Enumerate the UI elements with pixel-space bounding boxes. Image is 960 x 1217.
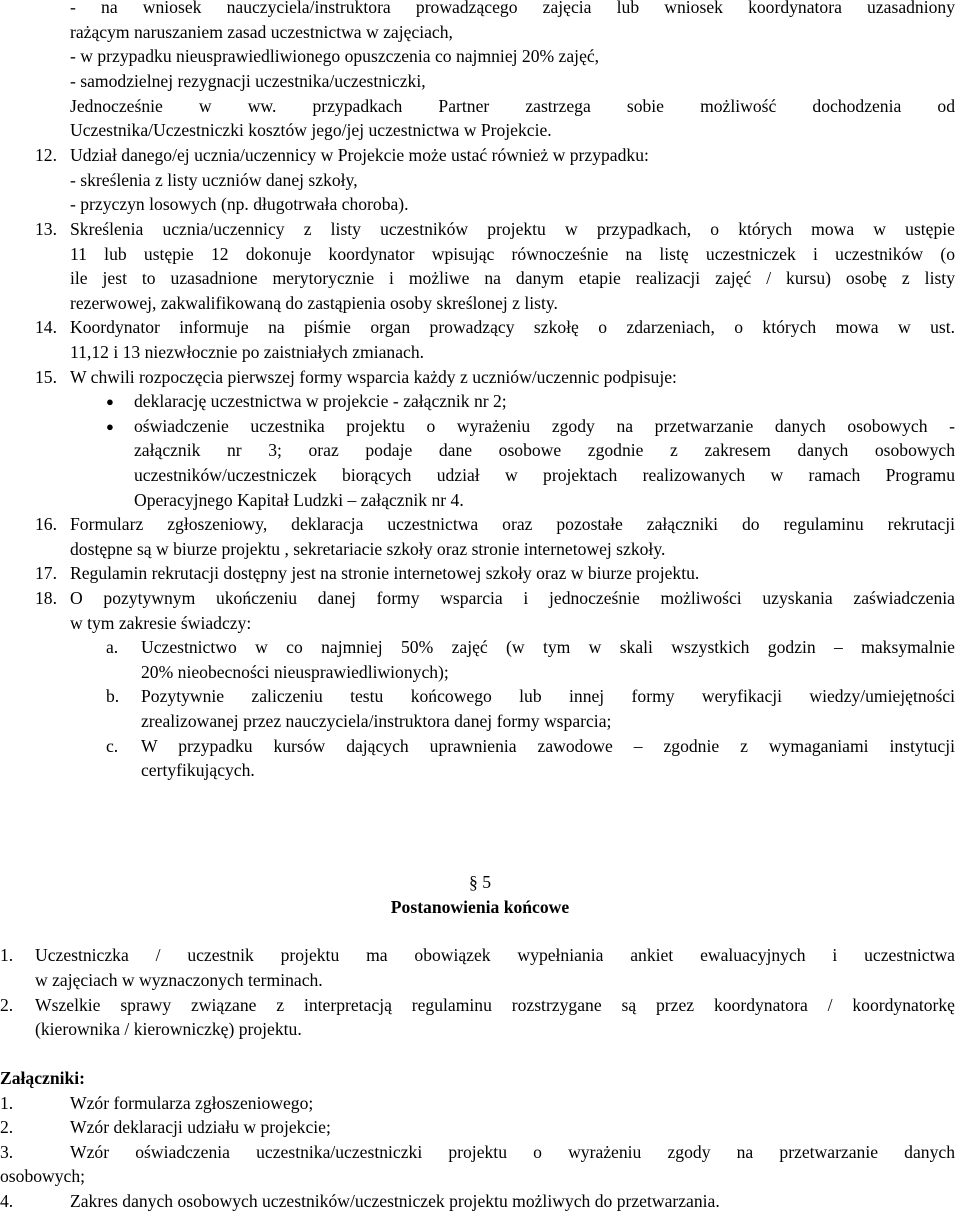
attachment-item: Zakres danych osobowych uczestników/uczestniczek projektu możliwych do przetwarzania.: [70, 1191, 720, 1211]
section-title: Postanowienia końcowe: [390, 897, 570, 917]
final-item-number: 2.: [0, 995, 14, 1015]
text-line: w tym zakresie świadczy:: [70, 613, 252, 633]
bullet-text: Operacyjnego Kapitał Ludzki – załącznik nr 4.: [134, 490, 464, 510]
sub-item-label-c: c.: [106, 736, 119, 756]
text-line: Formularz zgłoszeniowy, deklaracja uczestnictwa oraz pozostałe załączniki do regulaminu rekrutacji: [70, 514, 955, 534]
text-line: - samodzielnej rezygnacji uczestnika/uczestniczki,: [70, 71, 426, 91]
attachment-item: Wzór formularza zgłoszeniowego;: [70, 1093, 314, 1113]
item-number-18: 18.: [35, 588, 57, 608]
bullet-icon: ●: [106, 394, 114, 409]
text-line: 11 lub ustępie 12 dokonuje koordynator wpisując równocześnie na listę uczestniczek i uczestników (o: [70, 244, 955, 264]
text-line: Koordynator informuje na piśmie organ prowadzący szkołę o zdarzeniach, o których mowa w ust.: [70, 317, 955, 337]
attachment-item: osobowych;: [0, 1166, 86, 1186]
item-number-15: 15.: [35, 367, 57, 387]
text-line: Uczestniczka / uczestnik projektu ma obowiązek wypełniania ankiet ewaluacyjnych i uczestnictwa: [35, 945, 955, 965]
item-number-12: 12.: [35, 145, 57, 165]
text-line: Udział danego/ej ucznia/uczennicy w Projekcie może ustać również w przypadku:: [70, 145, 649, 165]
text-line: dostępne są w biurze projektu , sekretariacie szkoły oraz stronie internetowej szkoły.: [70, 539, 666, 559]
text-line: Skreślenia ucznia/uczennicy z listy uczestników projektu w przypadkach, o których mowa w ustępie: [70, 219, 955, 239]
text-line: - skreślenia z listy uczniów danej szkoły,: [70, 170, 358, 190]
item-number-16: 16.: [35, 514, 57, 534]
sub-item-text: 20% nieobecności nieusprawiedliwionych);: [141, 662, 449, 682]
text-line: - przyczyn losowych (np. długotrwała choroba).: [70, 194, 409, 214]
bullet-text: oświadczenie uczestnika projektu o wyrażeniu zgody na przetwarzanie danych osobowych -: [134, 416, 955, 436]
sub-item-text: zrealizowanej przez nauczyciela/instruktora danej formy wsparcia;: [141, 711, 612, 731]
text-line: 11,12 i 13 niezwłocznie po zaistniałych zmianach.: [70, 342, 425, 362]
text-line: Regulamin rekrutacji dostępny jest na stronie internetowej szkoły oraz w biurze projektu.: [70, 563, 700, 583]
text-line: - na wniosek nauczyciela/instruktora prowadzącego zajęcia lub wniosek koordynatora uzasadniony: [70, 0, 955, 17]
text-line: Wszelkie sprawy związane z interpretacją regulaminu rozstrzygane są przez koordynatora / koordynatorkę: [35, 995, 955, 1015]
item-number-13: 13.: [35, 219, 57, 239]
attachments-title: Załączniki:: [0, 1068, 86, 1088]
sub-item-label-b: b.: [106, 686, 120, 706]
sub-item-text: Uczestnictwo w co najmniej 50% zajęć (w tym w skali wszystkich godzin – maksymalnie: [141, 637, 955, 657]
bullet-text: deklarację uczestnictwa w projekcie - załącznik nr 2;: [134, 391, 507, 411]
text-line: rezerwowej, zakwalifikowaną do zastąpienia osoby skreślonej z listy.: [70, 293, 558, 313]
sub-item-label-a: a.: [106, 637, 119, 657]
attachment-number: 1.: [0, 1093, 14, 1113]
attachment-item: Wzór oświadczenia uczestnika/uczestniczki projektu o wyrażeniu zgody na przetwarzanie danych: [70, 1142, 955, 1162]
section-number: § 5: [469, 872, 491, 892]
sub-item-text: Pozytywnie zaliczeniu testu końcowego lub innej formy weryfikacji wiedzy/umiejętności: [141, 686, 955, 706]
text-line: - w przypadku nieusprawiedliwionego opuszczenia co najmniej 20% zajęć,: [70, 46, 600, 66]
attachment-number: 2.: [0, 1117, 14, 1137]
text-line: W chwili rozpoczęcia pierwszej formy wsparcia każdy z uczniów/uczennic podpisuje:: [70, 367, 677, 387]
text-line: (kierownika / kierowniczkę) projektu.: [35, 1019, 302, 1039]
bullet-text: uczestników/uczestniczek biorących udział w projektach realizowanych w ramach Programu: [134, 465, 955, 485]
sub-item-text: W przypadku kursów dających uprawnienia zawodowe – zgodnie z wymaganiami instytucji: [141, 736, 955, 756]
bullet-text: załącznik nr 3; oraz podaje dane osobowe zgodnie z zakresem danych osobowych: [134, 440, 955, 460]
bullet-icon: ●: [106, 419, 114, 434]
text-line: ile jest to uzasadnione merytorycznie i możliwe na danym etapie realizacji zajęć / kursu) osobę z listy: [70, 268, 955, 288]
attachment-number: 3.: [0, 1142, 14, 1162]
text-line: rażącym naruszaniem zasad uczestnictwa w zajęciach,: [70, 22, 453, 42]
text-line: w zajęciach w wyznaczonych terminach.: [35, 970, 323, 990]
attachment-item: Wzór deklaracji udziału w projekcie;: [70, 1117, 331, 1137]
text-line: O pozytywnym ukończeniu danej formy wsparcia i jednocześnie możliwości uzyskania zaświadczenia: [70, 588, 955, 608]
attachment-number: 4.: [0, 1191, 14, 1211]
text-line: Uczestnika/Uczestniczki kosztów jego/jej uczestnictwa w Projekcie.: [70, 120, 552, 140]
item-number-17: 17.: [35, 563, 57, 583]
item-number-14: 14.: [35, 317, 57, 337]
final-item-number: 1.: [0, 945, 14, 965]
text-line: Jednocześnie w ww. przypadkach Partner zastrzega sobie możliwość dochodzenia od: [70, 96, 955, 116]
sub-item-text: certyfikujących.: [141, 760, 255, 780]
